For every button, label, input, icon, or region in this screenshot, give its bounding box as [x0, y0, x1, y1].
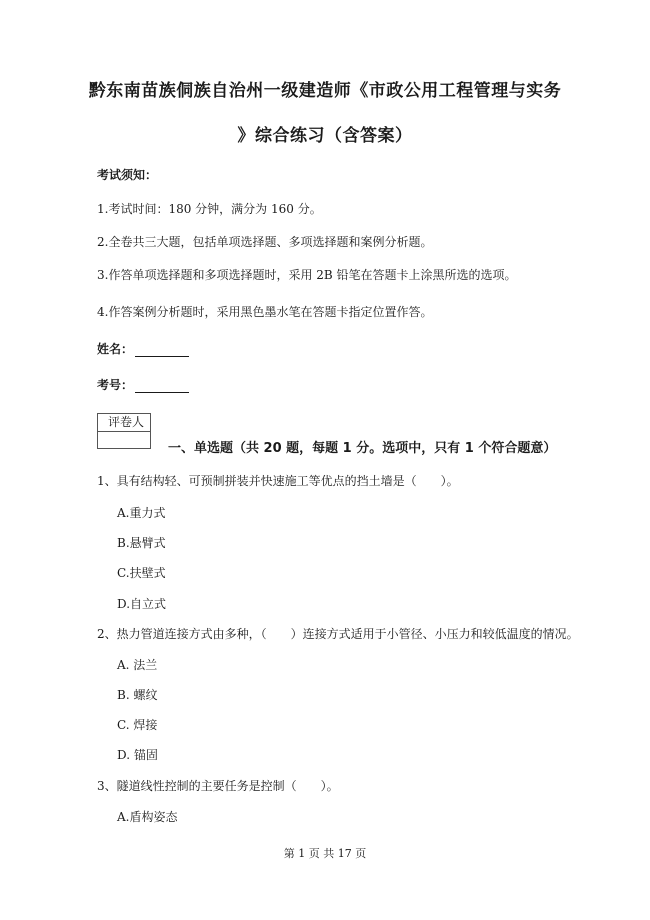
question-1-option-d[interactable]: D.自立式	[117, 597, 167, 611]
section-heading: 一、单选题（共 20 题，每题 1 分。选项中，只有 1 个符合题意）	[168, 441, 557, 456]
question-1: 1、具有结构轻、可预制拼装并快速施工等优点的挡土墙是（ ）。	[97, 474, 459, 488]
question-3-option-a[interactable]: A.盾构姿态	[117, 810, 178, 824]
question-2-option-b[interactable]: B. 螺纹	[117, 688, 158, 702]
document-title-line-2: 》综合练习（含答案）	[237, 126, 413, 146]
notice-item-4: 4.作答案例分析题时，采用黑色墨水笔在答题卡指定位置作答。	[97, 305, 433, 319]
question-1-option-b[interactable]: B.悬臂式	[117, 536, 166, 550]
id-blank-line[interactable]	[135, 380, 189, 393]
name-label: 姓名：	[97, 342, 134, 356]
question-2-option-d[interactable]: D. 锚固	[117, 748, 158, 762]
question-3: 3、隧道线性控制的主要任务是控制（ ）。	[97, 779, 339, 793]
notice-item-3: 3.作答单项选择题和多项选择题时，采用 2B 铅笔在答题卡上涂黑所选的选项。	[97, 268, 517, 282]
id-label: 考号：	[97, 378, 134, 392]
notice-heading: 考试须知：	[97, 168, 158, 182]
question-2: 2、热力管道连接方式由多种，（ ）连接方式适用于小管径、小压力和较低温度的情况。	[97, 627, 579, 641]
question-1-option-c[interactable]: C.扶壁式	[117, 566, 166, 580]
grader-box	[97, 413, 151, 449]
question-2-option-a[interactable]: A. 法兰	[117, 658, 158, 672]
question-1-option-a[interactable]: A.重力式	[117, 506, 166, 520]
id-field[interactable]	[97, 376, 189, 393]
name-blank-line[interactable]	[135, 344, 189, 357]
notice-item-1: 1.考试时间：180 分钟，满分为 160 分。	[97, 202, 322, 216]
question-2-option-c[interactable]: C. 焊接	[117, 718, 158, 732]
grader-label: 评卷人	[98, 414, 150, 432]
notice-item-2: 2.全卷共三大题，包括单项选择题、多项选择题和案例分析题。	[97, 235, 433, 249]
name-field[interactable]	[97, 340, 189, 357]
page-footer: 第 1 页 共 17 页	[283, 847, 367, 860]
document-title-line-1: 黔东南苗族侗族自治州一级建造师《市政公用工程管理与实务	[88, 81, 562, 101]
